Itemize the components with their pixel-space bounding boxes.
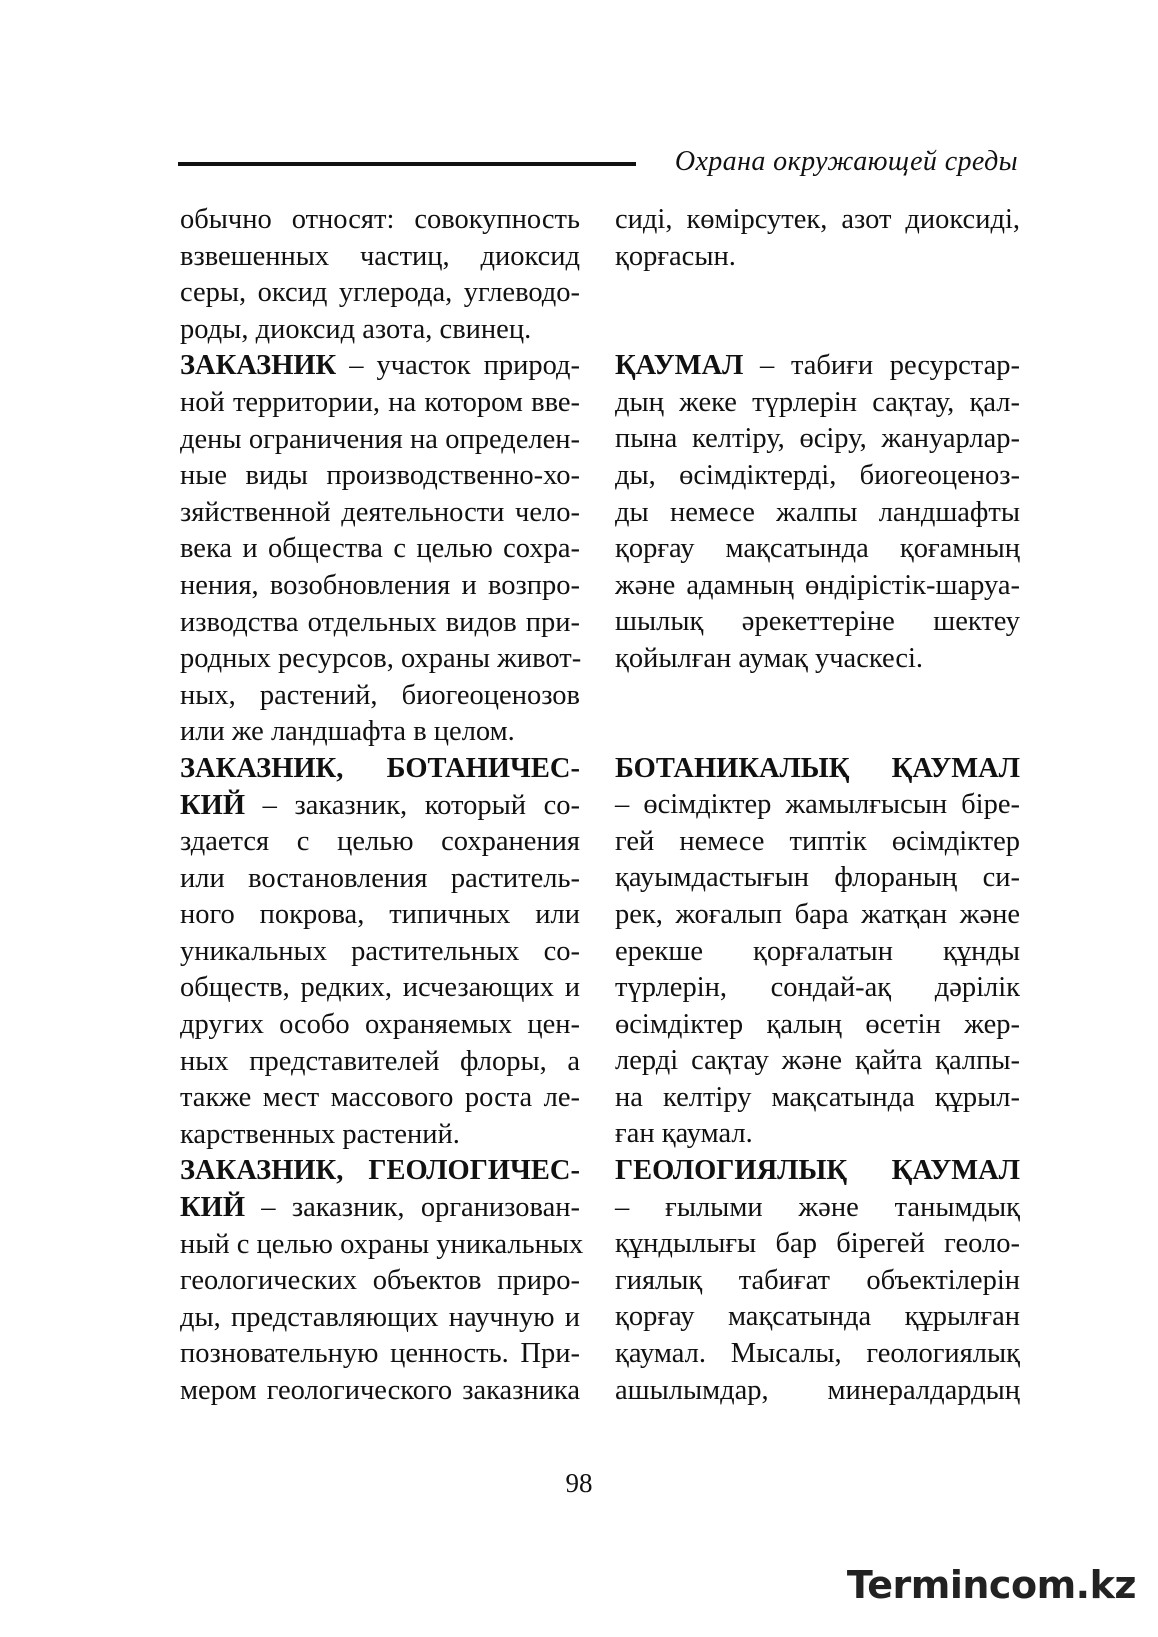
line-text: – заказник, организован- — [245, 1192, 580, 1224]
text-line — [180, 348, 580, 385]
text-line — [615, 1226, 1020, 1263]
text-line — [615, 641, 1020, 678]
line-text: также мест массового роста ле- — [180, 1082, 580, 1114]
term-heading: ҚАУМАЛ — [615, 350, 744, 382]
term-heading: ЗАКАЗНИК, ГЕОЛОГИЧЕС- — [180, 1155, 580, 1187]
line-text: других особо охраняемых цен- — [180, 1009, 580, 1041]
line-text: ған қаумал. — [615, 1118, 753, 1150]
line-text: взвешенных частиц, диоксид — [180, 240, 580, 272]
text-line — [180, 751, 580, 788]
text-line — [180, 1263, 580, 1300]
line-text: века и общества с целью сохра- — [180, 533, 580, 565]
text-line — [615, 604, 1020, 641]
watermark-text: Termincom.kz — [846, 1563, 1136, 1607]
text-line — [615, 421, 1020, 458]
text-line — [615, 458, 1020, 495]
running-header — [178, 148, 1018, 184]
text-line — [180, 495, 580, 532]
text-line — [180, 531, 580, 568]
line-text: – ғылыми және танымдық — [615, 1191, 1020, 1223]
line-text: қорғасын. — [615, 240, 736, 272]
header-rule — [178, 162, 636, 166]
line-text: және адамның өндірістік-шаруа- — [615, 569, 1020, 601]
text-line — [180, 202, 580, 239]
line-text: – өсімдіктер жамылғысын біре- — [615, 789, 1020, 821]
term-heading: КИЙ — [180, 1192, 246, 1224]
text-line — [615, 860, 1020, 897]
line-text: мером геологического заказника — [180, 1375, 580, 1406]
text-line — [615, 1116, 1020, 1153]
text-line — [615, 934, 1020, 971]
text-line — [180, 714, 580, 751]
line-text: здается с целью сохранения — [180, 826, 580, 858]
text-line — [180, 422, 580, 459]
line-text: түрлерін, сондай-ақ дәрілік — [615, 972, 1020, 1004]
text-line — [615, 239, 1020, 276]
line-text: позновательную ценность. При- — [180, 1338, 580, 1370]
text-line — [180, 1080, 580, 1117]
line-text: ды немесе жалпы ландшафты — [615, 496, 1020, 528]
line-text: рек, жоғалып бара жатқан және — [615, 898, 1020, 930]
line-text: қаумал. Мысалы, геологиялық — [615, 1338, 1020, 1370]
line-text: ный с целью охраны уникальных — [180, 1228, 584, 1260]
line-text: ные виды производственно-хо- — [180, 460, 580, 492]
text-line — [180, 970, 580, 1007]
text-line — [180, 275, 580, 312]
text-line — [615, 202, 1020, 239]
line-text: ды, өсімдіктерді, биогеоценоз- — [615, 459, 1020, 491]
paragraph-gap — [615, 275, 1020, 348]
term-heading: БОТАНИКАЛЫҚ ҚАУМАЛ — [615, 752, 1020, 784]
text-line — [615, 1080, 1020, 1117]
text-line — [615, 1007, 1020, 1044]
text-line — [615, 495, 1020, 532]
line-text: – табиғи ресурстар- — [743, 350, 1020, 382]
text-line — [180, 239, 580, 276]
text-line — [180, 897, 580, 934]
text-line — [615, 348, 1020, 385]
text-line — [615, 1153, 1020, 1190]
text-line — [180, 641, 580, 678]
line-text: ного покрова, типичных или — [180, 899, 580, 931]
text-line — [615, 1373, 1020, 1410]
text-line — [615, 531, 1020, 568]
line-text: шылық әрекеттеріне шектеу — [615, 606, 1020, 638]
text-line — [180, 1373, 580, 1410]
text-line — [180, 934, 580, 971]
watermark-logo — [847, 1563, 1136, 1607]
line-text: ных, растений, биогеоценозов — [180, 679, 580, 711]
line-text: сиді, көмірсутек, азот диоксиді, — [615, 204, 1020, 235]
text-line — [180, 1227, 584, 1264]
line-text: қойылған аумақ учаскесі. — [615, 642, 924, 674]
text-line — [180, 1117, 580, 1154]
text-line — [180, 1153, 580, 1190]
line-text: гей немесе типтік өсімдіктер — [615, 825, 1020, 857]
text-line — [180, 678, 580, 715]
line-text: или же ландшафта в целом. — [180, 716, 515, 748]
term-heading: ЗАКАЗНИК, БОТАНИЧЕС- — [180, 752, 580, 784]
right-column — [615, 202, 1020, 1409]
text-line — [180, 568, 580, 605]
text-line — [180, 1190, 580, 1227]
line-text: ерекше қорғалатын құнды — [615, 935, 1020, 967]
text-line — [615, 970, 1020, 1007]
text-line — [180, 605, 580, 642]
line-text: құндылығы бар бірегей геоло- — [615, 1228, 1020, 1260]
page-number: 98 — [565, 1468, 593, 1498]
line-text: ной территории, на котором вве- — [180, 386, 580, 418]
line-text: дены ограничения на определен- — [180, 423, 580, 455]
left-column — [180, 202, 584, 1410]
line-text: ды, представляющих научную и — [180, 1301, 580, 1333]
text-line — [615, 385, 1020, 422]
text-line — [180, 1007, 580, 1044]
line-text: қорғау мақсатында құрылған — [615, 1301, 1020, 1333]
line-text: өсімдіктер қалың өсетін жер- — [615, 1008, 1020, 1040]
line-text: дың жеке түрлерін сақтау, қал- — [615, 386, 1020, 418]
line-text: лерді сақтау және қайта қалпы- — [615, 1045, 1020, 1077]
term-heading: КИЙ — [180, 789, 246, 821]
line-text: роды, диоксид азота, свинец. — [180, 313, 532, 345]
line-text: родных ресурсов, охраны живот- — [180, 643, 582, 675]
line-text: қорғау мақсатында қоғамның — [615, 533, 1020, 565]
line-text: карственных растений. — [180, 1118, 460, 1150]
line-text: пына келтіру, өсіру, жануарлар- — [615, 423, 1020, 455]
line-text: обществ, редких, исчезающих и — [180, 972, 580, 1004]
line-text: нения, возобновления и возпро- — [180, 569, 580, 601]
line-text: қауымдастығын флораның си- — [615, 862, 1020, 894]
text-line — [615, 751, 1020, 788]
text-line — [615, 1299, 1020, 1336]
line-text: – участок природ- — [336, 350, 580, 382]
text-line — [180, 861, 580, 898]
line-text: гиялық табиғат объектілерін — [615, 1264, 1020, 1296]
line-text: изводства отдельных видов при- — [180, 606, 580, 638]
text-line — [180, 1300, 580, 1337]
text-line — [615, 824, 1020, 861]
line-text: уникальных растительных со- — [180, 935, 580, 967]
line-text: зяйственной деятельности чело- — [180, 496, 580, 528]
text-line — [615, 1336, 1020, 1373]
text-line — [615, 897, 1020, 934]
text-line — [180, 385, 580, 422]
term-heading: ЗАКАЗНИК — [180, 350, 337, 382]
line-text: ных представителей флоры, а — [180, 1045, 580, 1077]
text-line — [615, 787, 1020, 824]
text-line — [180, 824, 580, 861]
term-heading: ГЕОЛОГИЯЛЫҚ ҚАУМАЛ — [615, 1155, 1020, 1187]
text-line — [180, 1044, 580, 1081]
text-line — [615, 1190, 1020, 1227]
text-line — [180, 458, 580, 495]
line-text: обычно относят: совокупность — [180, 204, 580, 235]
line-text: или востановления раститель- — [180, 862, 580, 894]
text-line — [615, 568, 1020, 605]
paragraph-gap — [615, 678, 1020, 751]
text-line — [180, 312, 580, 349]
line-text: ашылымдар, минералдардың — [615, 1374, 1020, 1406]
text-line — [615, 1263, 1020, 1300]
text-line — [615, 1043, 1020, 1080]
line-text: серы, оксид углерода, углеводо- — [180, 277, 580, 309]
text-line — [180, 1336, 580, 1373]
header-title: Охрана окружающей среды — [674, 146, 1018, 177]
line-text: – заказник, который со- — [245, 789, 580, 821]
text-line — [180, 788, 580, 825]
line-text: геологических объектов приро- — [180, 1265, 580, 1297]
line-text: на келтіру мақсатында құрыл- — [615, 1081, 1020, 1113]
